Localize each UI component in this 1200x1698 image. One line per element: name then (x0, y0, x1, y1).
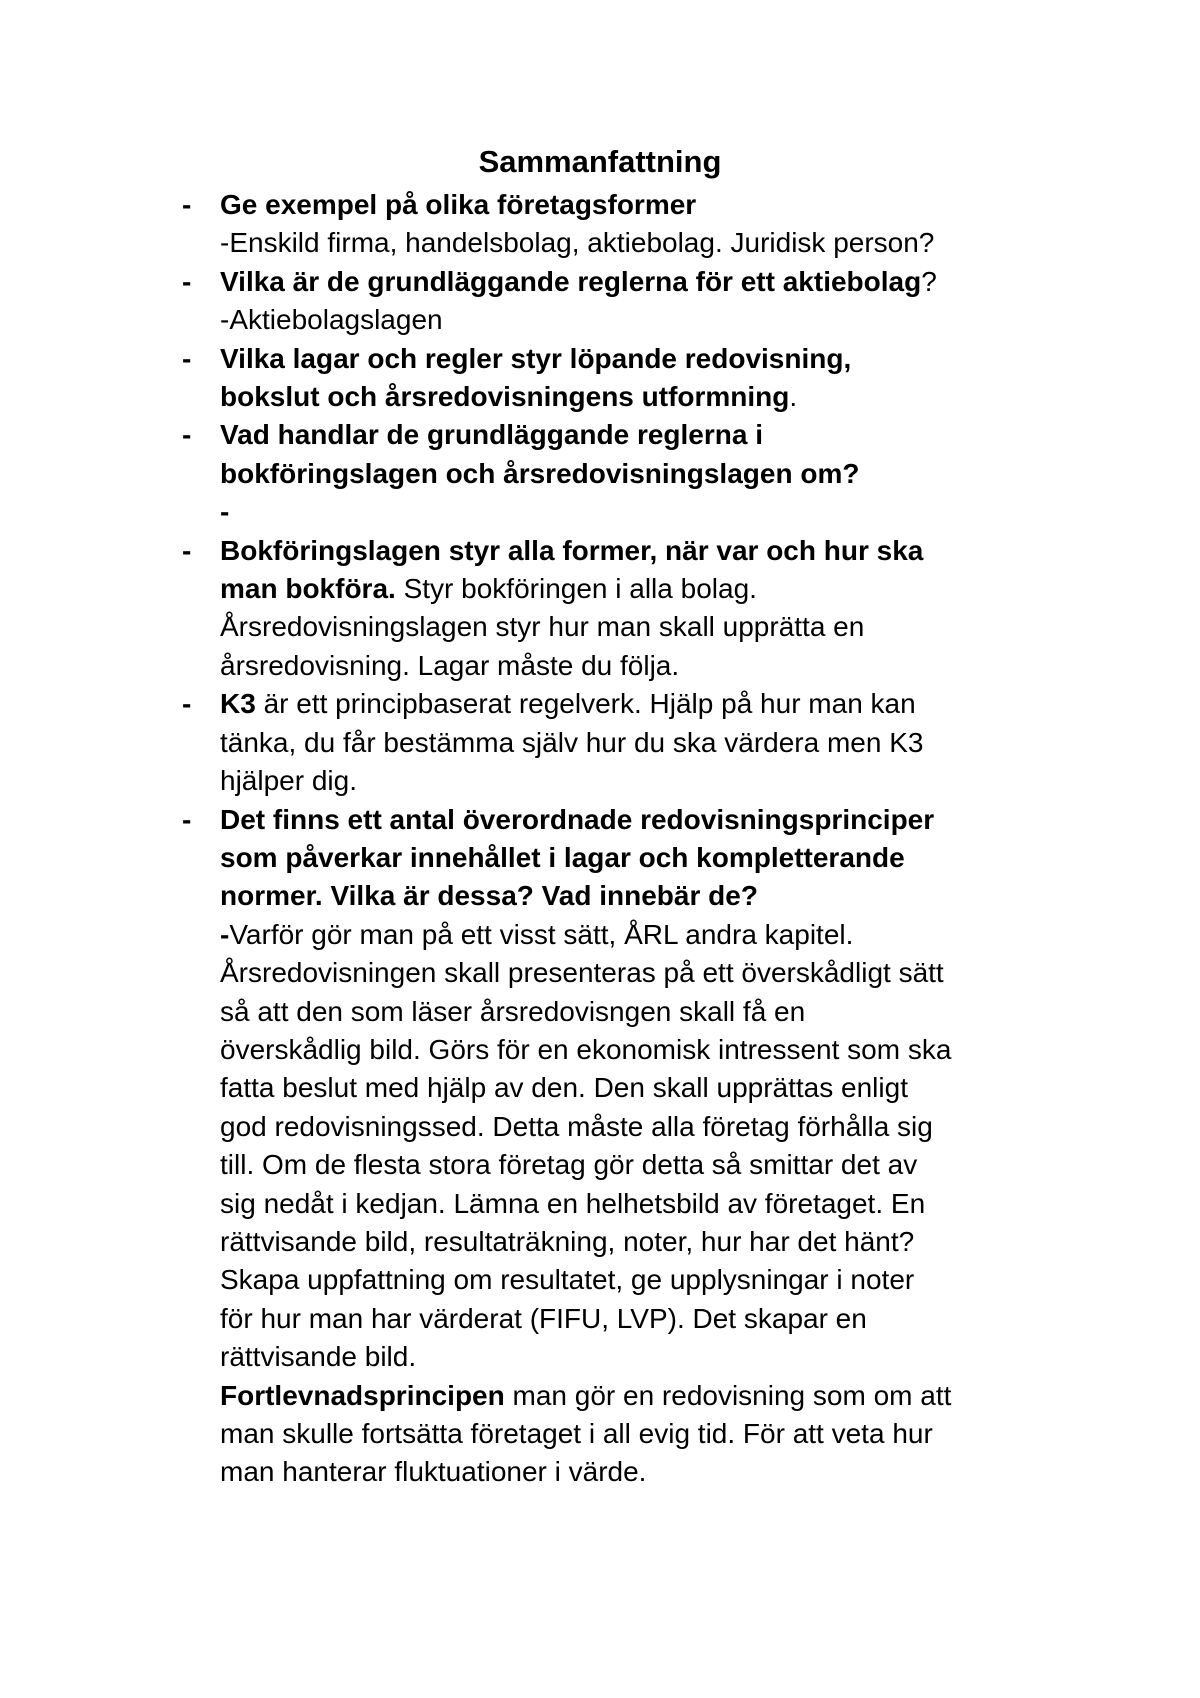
text-line (220, 301, 1082, 339)
text-line (220, 1338, 1082, 1376)
bold-text: Ge exempel på olika företagsformer (220, 189, 697, 220)
bullet-dash: - (182, 803, 192, 835)
text-line (220, 1261, 1082, 1299)
body-text: rättvisande bild. (220, 1341, 417, 1373)
text-line (220, 532, 1082, 570)
list-item (182, 532, 1082, 686)
text-line (220, 916, 1082, 954)
list-item (182, 685, 1082, 800)
bold-text: bokslut och årsredovisningens utformning (220, 381, 790, 413)
body-text: Skapa uppfattning om resultatet, ge upplysningar i noter (220, 1264, 915, 1296)
text-line (220, 954, 1082, 992)
text-line (220, 224, 1082, 262)
bold-text: Vilka är de grundläggande reglerna för ett aktiebolag (220, 265, 922, 297)
text-line (220, 1453, 1082, 1491)
text-line (220, 1146, 1082, 1184)
body-text: -Aktiebolagslagen (220, 304, 443, 336)
bold-text: normer. Vilka är dessa? Vad innebär de? (220, 880, 758, 912)
body-text: till. Om de flesta stora företag gör detta så smittar det av (220, 1149, 918, 1181)
bold-text: bokföringslagen och årsredovisningslagen om? (220, 457, 860, 489)
body-text: Årsredovisningslagen styr hur man skall upprätta en (220, 611, 865, 643)
text-line (220, 1185, 1082, 1223)
page-title: Sammanfattning (478, 144, 722, 179)
body-text: man skulle fortsätta företaget i all evig tid. För att veta hur (220, 1418, 933, 1449)
text-line (220, 1031, 1082, 1069)
body-text: tänka, du får bestämma själv hur du ska värdera men K3 (220, 726, 924, 758)
body-text: fatta beslut med hjälp av den. Den skall upprättas enligt (220, 1072, 908, 1104)
body-text: man gör en redovisning som om att (504, 1379, 952, 1411)
text-line (220, 416, 1082, 454)
bold-text: - (220, 918, 230, 950)
text-line (220, 493, 1082, 531)
body-text: för hur man har värderat (FIFU, LVP). Det skapar en (220, 1302, 867, 1334)
body-text: årsredovisning. Lagar måste du följa. (220, 649, 680, 681)
body-text: . (789, 381, 798, 413)
text-line (220, 1069, 1082, 1107)
text-line (220, 186, 1082, 224)
text-line (220, 1223, 1082, 1261)
text-line (220, 263, 1082, 301)
text-line (220, 378, 1082, 416)
body-text: man hanterar fluktuationer i värde. (220, 1456, 647, 1488)
body-text: hjälper dig. (220, 765, 357, 797)
body-text: -Enskild firma, handelsbolag, aktiebolag. Juridisk person? (220, 227, 935, 259)
text-line (220, 570, 1082, 608)
text-line (220, 647, 1082, 685)
bold-text: Fortlevnadsprincipen (220, 1379, 505, 1411)
body-text: rättvisande bild, resultaträkning, noter, hur har det hänt? (220, 1225, 915, 1257)
body-text: sig nedåt i kedjan. Lämna en helhetsbild av företaget. En (220, 1187, 926, 1219)
bullet-dash: - (182, 534, 192, 566)
bullet-dash: - (182, 419, 192, 451)
body-text: Varför gör man på ett visst sätt, ÅRL andra kapitel. (229, 918, 854, 950)
text-line (220, 724, 1082, 762)
list-item (182, 263, 1082, 340)
bold-text: K3 (220, 688, 256, 720)
bold-text: som påverkar innehållet i lagar och kompletterande (220, 841, 905, 873)
bullet-dash: - (182, 189, 192, 220)
bold-text: Det finns ett antal överordnade redovisningsprinciper (220, 803, 935, 835)
text-line (220, 839, 1082, 877)
text-line (220, 685, 1082, 723)
body-text: ? (921, 265, 937, 297)
text-line (220, 1108, 1082, 1146)
text-line (220, 877, 1082, 915)
bullet-dash: - (182, 265, 192, 297)
text-line (220, 1300, 1082, 1338)
text-line (220, 762, 1082, 800)
summary-list (182, 186, 1082, 1492)
text-line (220, 608, 1082, 646)
text-line (220, 1377, 1082, 1415)
text-line (220, 340, 1082, 378)
body-text: överskådlig bild. Görs för en ekonomisk intressent som ska (220, 1033, 952, 1065)
body-text: Årsredovisningen skall presenteras på ett överskådligt sätt (220, 957, 944, 989)
bullet-dash: - (182, 342, 192, 374)
bold-text: - (220, 496, 230, 528)
bold-text: Vad handlar de grundläggande reglerna i (220, 419, 764, 451)
list-item (182, 186, 1082, 263)
text-line (220, 993, 1082, 1031)
list-item (182, 340, 1082, 417)
body-text: är ett principbaserat regelverk. Hjälp på hur man kan (255, 688, 916, 720)
list-item (182, 416, 1082, 531)
text-line (220, 455, 1082, 493)
body-text: så att den som läser årsredovisngen skall få en (220, 995, 806, 1027)
bold-text: man bokföra. (220, 573, 396, 605)
body-text: god redovisningssed. Detta måste alla företag förhålla sig (220, 1110, 933, 1142)
bold-text: Vilka lagar och regler styr löpande redovisning, (220, 342, 852, 374)
text-line (220, 801, 1082, 839)
list-item (182, 801, 1082, 1492)
body-text: Styr bokföringen i alla bolag. (395, 573, 757, 605)
bold-text: Bokföringslagen styr alla former, när var och hur ska (220, 534, 924, 566)
bullet-dash: - (182, 688, 192, 720)
text-line (220, 1415, 1082, 1453)
